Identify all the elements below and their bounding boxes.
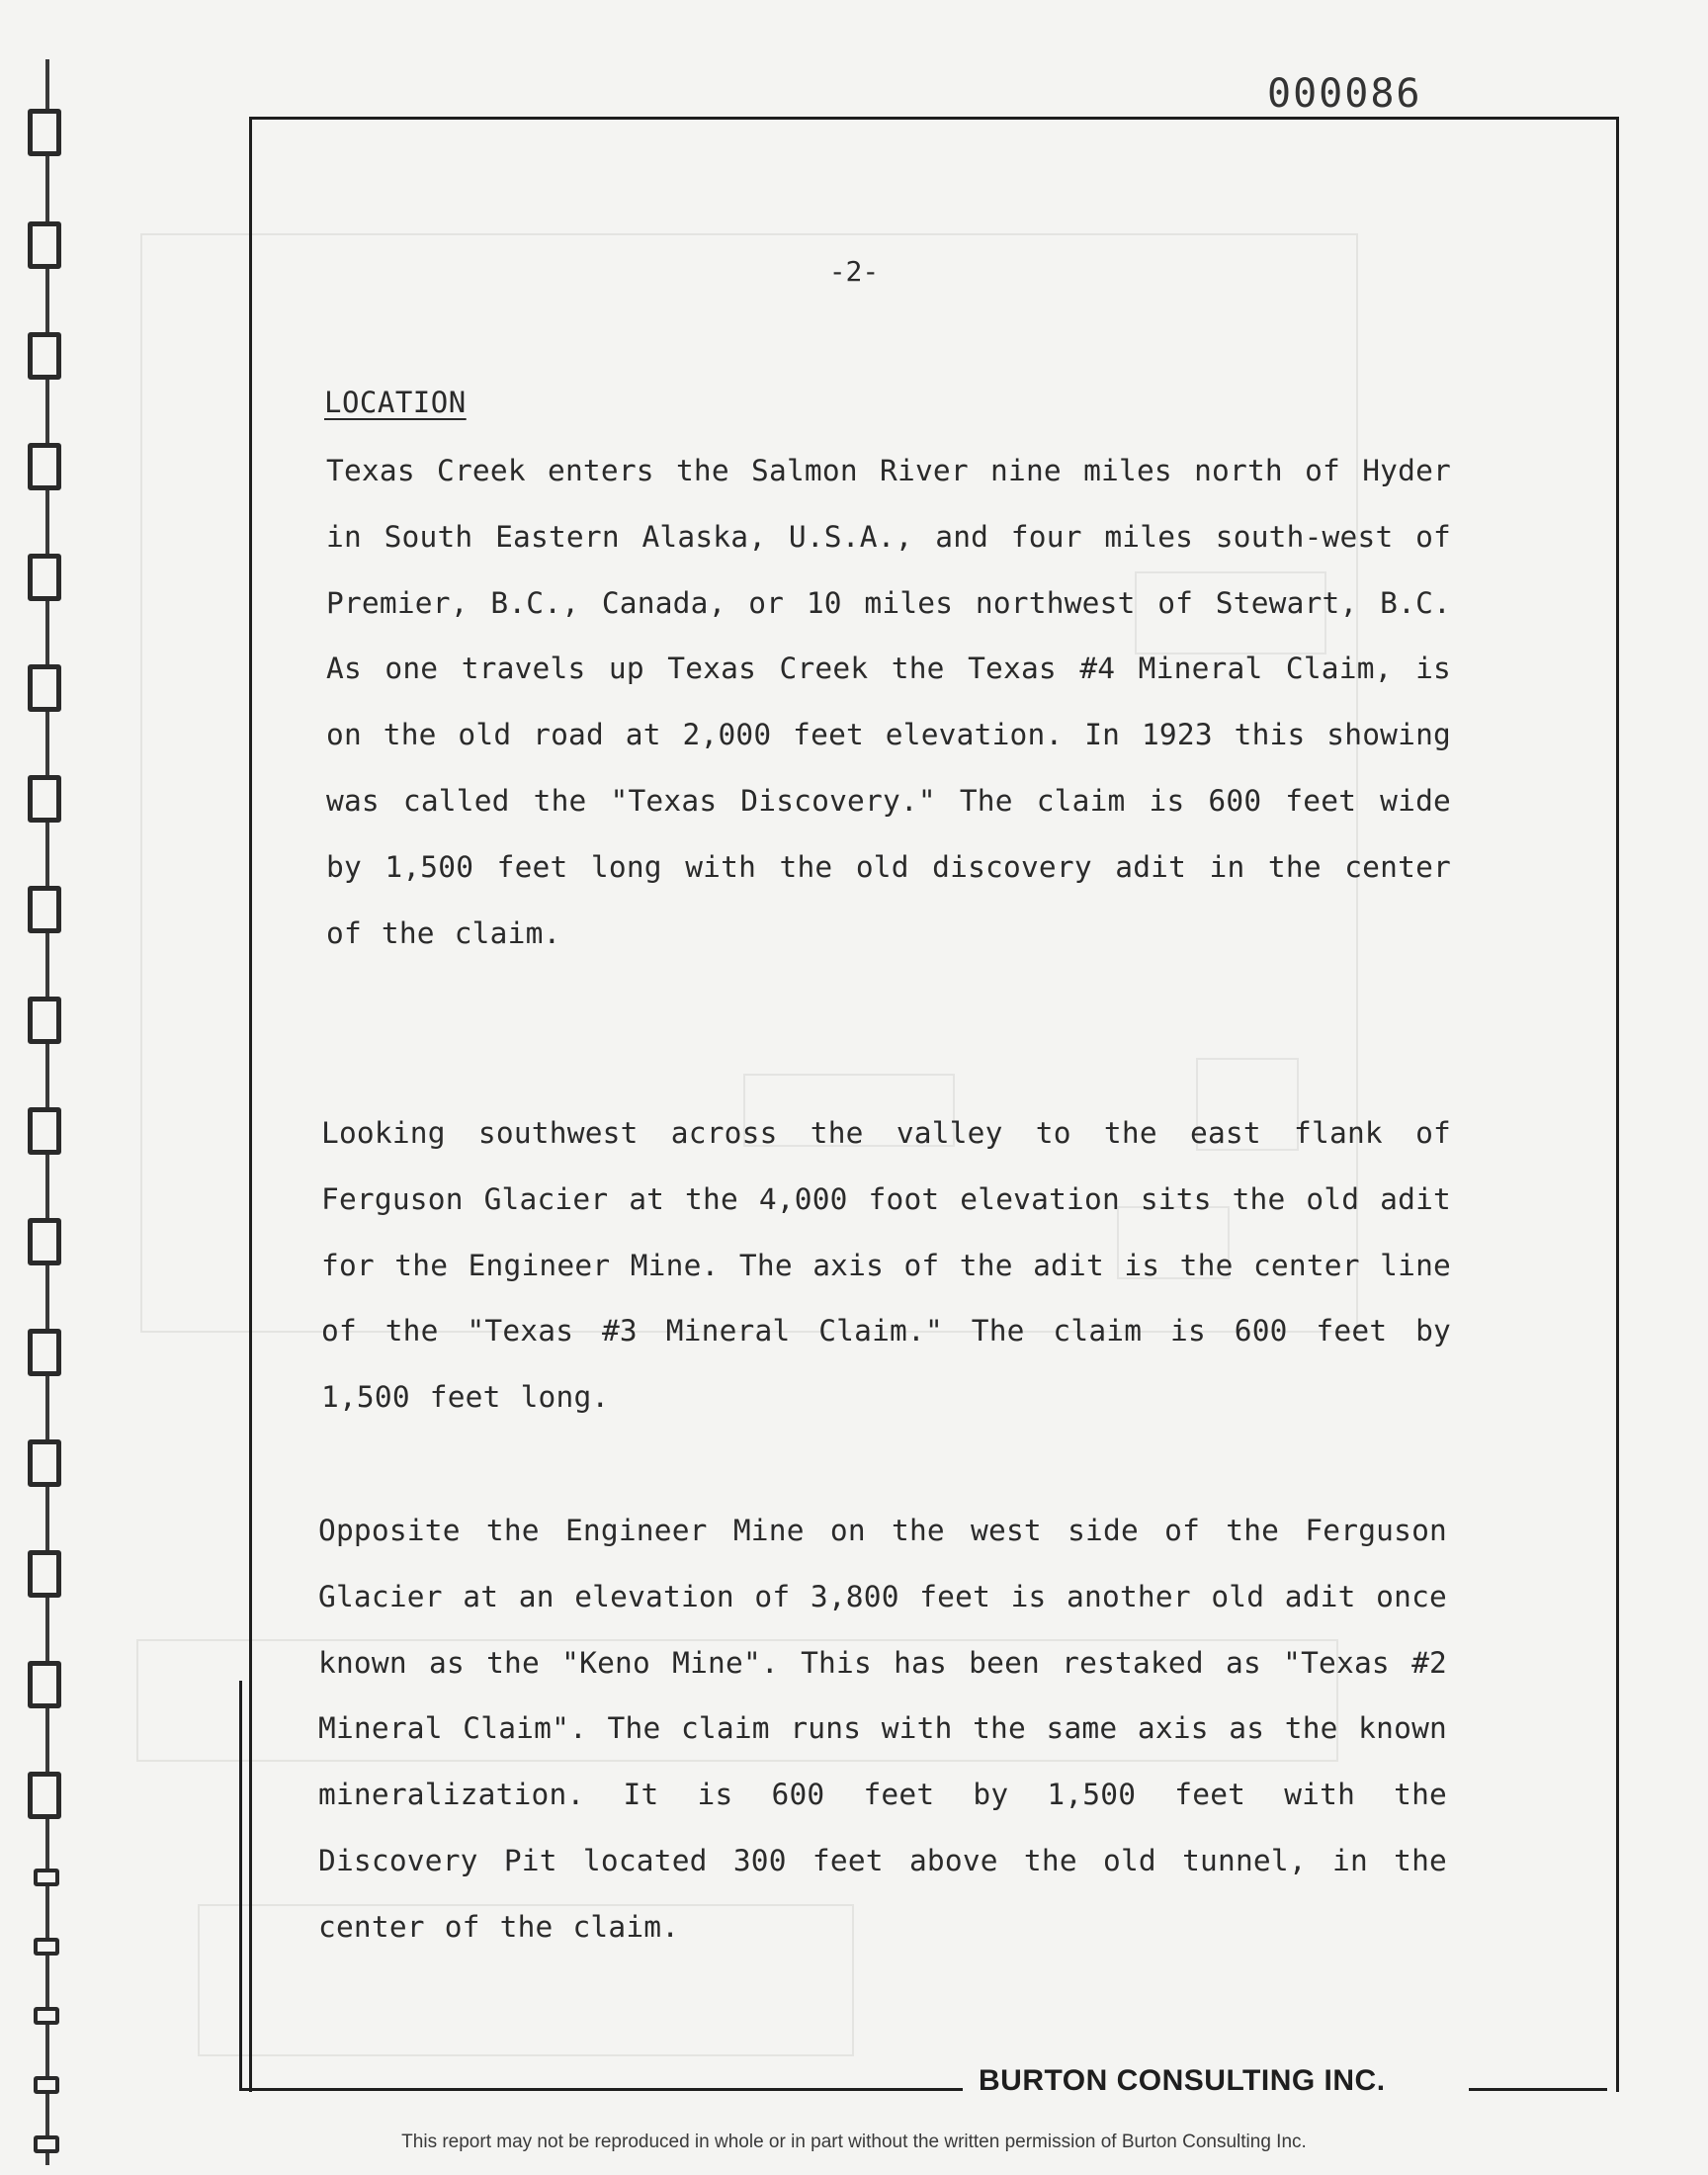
paragraph: Looking southwest across the valley to the east flank of Ferguson Glacier at the 4,000 foot elevation sits the old adit for the Engineer Mine. The axis of the adit is the center line of the "Texas #3 Mineral Claim." The claim is 600 feet by 1,500 feet long.	[321, 1116, 1451, 1415]
document-number: 000086	[1267, 71, 1422, 117]
binding-ring	[28, 1772, 61, 1819]
binding-ring	[28, 1218, 61, 1265]
binding-ring	[34, 2007, 59, 2025]
binding-ring	[28, 332, 61, 380]
binding-ring	[28, 1439, 61, 1487]
paragraph: Texas Creek enters the Salmon River nine miles north of Hyder in South Eastern Alaska, U.S.A., and four miles south-west of Premier, B.C., Canada, or 10 miles northwest of Stewart, B.C. As one travels up Texas Creek the Texas #4 Mineral Claim, is on the old road at 2,000 feet elevation. In 1923 this showing was called the "Texas Discovery." The claim is 600 feet wide by 1,500 feet long with the old discovery adit in the center of the claim.	[326, 454, 1451, 950]
binding-ring	[28, 109, 61, 156]
binding-ring	[28, 997, 61, 1044]
binding-ring	[34, 1938, 59, 1956]
copyright-notice: This report may not be reproduced in whole or in part without the written permission of Burton Consulting Inc.	[401, 2132, 1307, 2152]
binding-ring	[28, 886, 61, 933]
page-number: -2-	[828, 255, 880, 288]
page-border-bottom-right	[1469, 2088, 1607, 2091]
binding-ring	[28, 1329, 61, 1376]
page-border-bottom-left	[239, 2088, 963, 2091]
binding-ring	[28, 1661, 61, 1708]
binding-ring	[28, 554, 61, 601]
company-name: BURTON CONSULTING INC.	[979, 2064, 1386, 2097]
spiral-binding	[14, 59, 83, 2165]
binding-ring	[28, 775, 61, 823]
binding-ring	[34, 2076, 59, 2094]
binding-ring	[28, 443, 61, 490]
binding-ring	[28, 1107, 61, 1155]
binding-ring	[28, 664, 61, 712]
page-border-left-lower	[239, 1681, 242, 2091]
paragraph: Opposite the Engineer Mine on the west side of the Ferguson Glacier at an elevation of 3,800 feet is another old adit once known as the "Keno Mine". This has been restaked as "Texas #2 Mineral Claim". The claim runs with the same axis as the known mineralization. It is 600 feet by 1,500 feet with the Discovery Pit located 300 feet above the old tunnel, in the center of the claim.	[318, 1514, 1447, 1944]
binding-ring	[28, 1550, 61, 1598]
section-heading: LOCATION	[324, 386, 467, 419]
binding-ring	[34, 1869, 59, 1886]
